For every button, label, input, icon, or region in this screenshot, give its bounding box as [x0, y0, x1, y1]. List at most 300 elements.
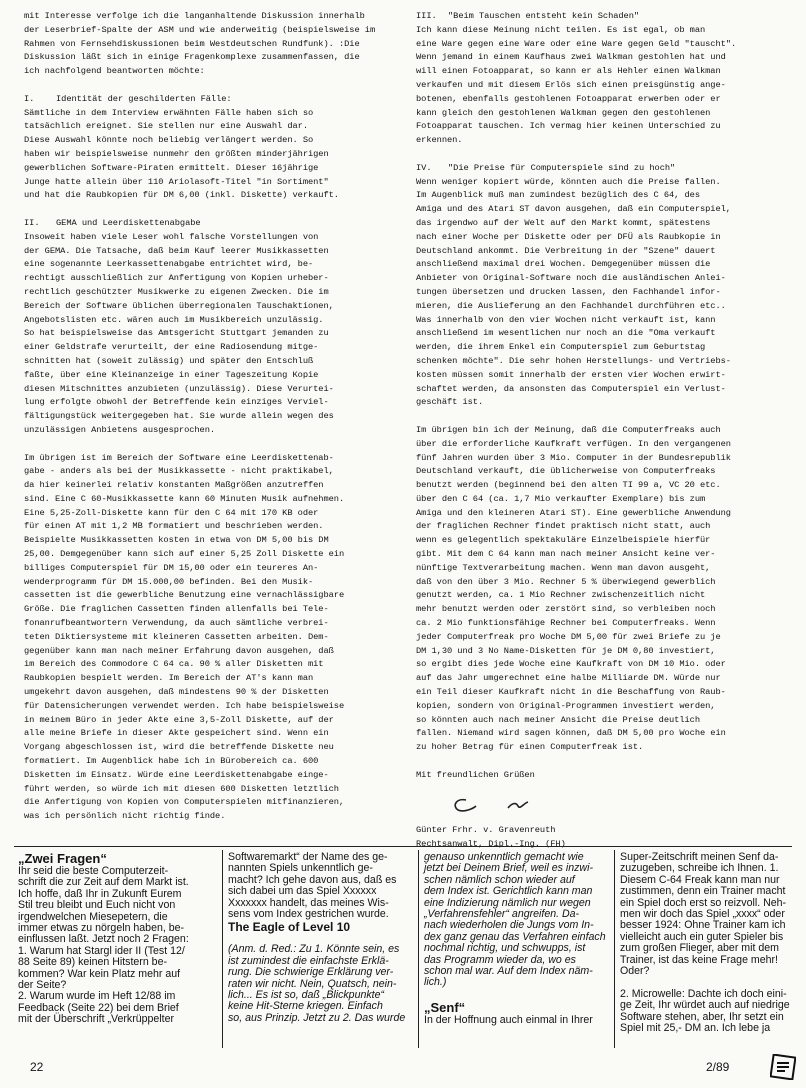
text-line: 88 Seite 89) keinen Hitstern be- [18, 956, 167, 969]
line-text: Raubkopien bespielt werden. Im Bereich der AT's kann man [24, 673, 314, 684]
letter-line [416, 134, 796, 148]
line-text: fonanrufbeantwortern Verwendung, da auch sämtliche verbrei- [24, 618, 329, 629]
line-text: "Die Preise für Computerspiele sind zu hoch" [448, 162, 676, 173]
text-line: ein Spiel doch erst so reizvoll. Neh- [620, 896, 787, 909]
letter-line [24, 810, 404, 824]
text-line: sich dabei um das Spiel Xxxxxx [228, 885, 377, 898]
line-text: 25,00. Demgegenüber kann sich auf einer 5,25 Zoll Diskette ein [24, 549, 345, 560]
line-text: rechtigt ausschließlich zur Anfertigung von Kopien urheber- [24, 273, 329, 284]
text-line: rung. Die schwierige Erklärung ver- [228, 966, 394, 979]
line-text: genutzt werden, ca. 1 Mio Rechner zwischenzeitlich nicht [416, 590, 706, 601]
letter-line [416, 189, 796, 203]
line-text: unzulässigen Anbietens ausgesprochen. [24, 424, 216, 435]
letter-line [416, 452, 796, 466]
letter-line [24, 520, 404, 534]
line-text: eine sogenannte Leerkassettenabgabe entrichtet wird, be- [24, 259, 314, 270]
line-text: DM 1,30 und 3 No Name-Disketten für je DM 0,80 investiert, [416, 645, 716, 656]
line-text: Diese Auswahl könnte noch beliebig verlängert werden. So [24, 135, 314, 146]
text-line: Ihr seid die beste Computerzeit- [18, 865, 169, 877]
letter-body [228, 852, 414, 920]
text-line: ge Zeit, Ihr würdet auch auf niedrige [620, 999, 790, 1012]
letter-line [416, 314, 796, 328]
letter-line [24, 217, 404, 231]
line-text: Was innerhalb von den vier Wochen nicht verkauft ist, kann [416, 314, 716, 325]
text-line: macht? Ich gehe davon aus, daß es [228, 873, 397, 886]
line-text: so könnten auch nach meiner Ansicht die Preise deutlich [416, 714, 700, 725]
line-text: Deutschland ankommt. Die Verbreitung in der "Szene" dauert [416, 245, 716, 256]
line-text: Amiga und den kleineren Atari ST). Eine gewerbliche Anwendung [416, 507, 731, 518]
line-text: schnitten hat (soweit zulässig) und später den Entschluß [24, 355, 314, 366]
letter-line [24, 796, 404, 810]
issue-number: 2/89 [706, 1060, 730, 1074]
line-text: kosten müssen somit innerhalb der ersten vier Wochen erwirt- [416, 369, 726, 380]
line-text: geschäft ist. [416, 397, 484, 408]
section-number: III. [416, 11, 437, 21]
line-text: Amiga und des Atari ST davon ausgehen, daß ein Computerspiel, [416, 204, 731, 215]
text-line: Xxxxxxx handelt, das meines Wis- [228, 896, 389, 909]
text-line: Diesem C-64 Freak kann man nur [620, 873, 780, 886]
letter-left-column [24, 10, 404, 824]
letter-line [416, 658, 796, 672]
text-line: Super-Zeitschrift meinen Senf da- [620, 851, 779, 863]
letter-line [416, 727, 796, 741]
letter-line [24, 479, 404, 493]
text-line: ist zumindest die einfachste Erklä- [228, 954, 389, 967]
letter-line [24, 120, 404, 134]
section-divider [14, 846, 792, 847]
letter-line [24, 272, 404, 286]
line-text: jeder Computerfreak pro Woche DM 5,00 für zwei Briefe zu je [416, 631, 721, 642]
letter-line [416, 203, 796, 217]
line-text: das irgendwo auf der Welt auf den Markt kommt, spätestens [416, 217, 711, 228]
text-line: mit der Überschrift „Verkrüppelter [18, 1013, 175, 1026]
line-text: Mit freundlichen Grüßen [416, 769, 535, 780]
line-text: ein Teil dieser Kaufkraft nicht in die Beschaffung von Raub- [416, 687, 726, 698]
text-line: so, aus Prinzip. Jetzt zu 2. Das wurde [228, 1011, 406, 1024]
line-text: benutzt werden (beginnend bei den alten TI 99 a, VC 20 etc. [416, 480, 721, 491]
letter-line [416, 686, 796, 700]
line-text: Anbieter von Original-Software noch die ausländischen Anlei- [416, 273, 726, 284]
letter-line [416, 217, 796, 231]
letter-line [416, 672, 796, 686]
line-text: Fotoapparat tauschen. Ich vermag hier keinen Unterschied zu [416, 121, 721, 132]
text-line: Feedback (Seite 22) bei dem Brief [18, 1001, 179, 1014]
letter-line [24, 314, 404, 328]
letter-line [416, 24, 796, 38]
text-line: keine Hit-Sterne kriegen. Einfach [228, 1000, 383, 1013]
letter-senf [424, 852, 610, 1026]
letter-line [24, 755, 404, 769]
line-text: verkaufen und mit diesem Erlös sich einen preisgünstig ange- [416, 79, 726, 90]
line-text: will einen Fotoapparat, so kann er als Hehler einen Walkman [416, 66, 721, 77]
letter-line [24, 438, 404, 452]
text-line: genauso unkenntlich gemacht wie [424, 851, 584, 863]
letter-senf-continued [620, 852, 792, 1035]
letter-line [24, 727, 404, 741]
letter-line [24, 203, 404, 217]
letter-line [416, 120, 796, 134]
line-text: Ich kann diese Meinung nicht teilen. Es ist egal, ob man [416, 24, 706, 35]
letter-line [416, 107, 796, 121]
letter-line [416, 562, 796, 576]
letter-line [24, 148, 404, 162]
letter-zwei-fragen [18, 852, 216, 1026]
letter-line [24, 562, 404, 576]
letter-line [416, 369, 796, 383]
line-text: tungen übersetzen und drucken lassen, den Fachhandel infor- [416, 286, 721, 297]
text-line: sens vom Index gestrichen wurde. [228, 908, 389, 921]
text-line: das Programm wieder da, wo es [424, 953, 576, 966]
text-line: schrift die zur Zeit auf dem Markt ist. [18, 876, 189, 889]
line-text: fünf Jahren wurden über 3 Mio. Computer in der Bundesrepublik [416, 452, 731, 463]
handwritten-signature [446, 794, 556, 816]
line-text: Angebotslisten etc. wären auch im Musikbereich unzulässig. [24, 314, 324, 325]
line-text: sind. Eine C 60-Musikkassette kann 60 Minuten Musik aufnehmen. [24, 493, 345, 504]
text-line: Software stehen, aber, Ihr setzt ein [620, 1010, 784, 1023]
line-text: kopien, sondern von Original-Programmen investiert werden, [416, 700, 716, 711]
letter-line [24, 507, 404, 521]
letter-line [24, 700, 404, 714]
letter-line [416, 438, 796, 452]
line-text: Bereich der Software üblichen überregionalen Tauschaktionen, [24, 300, 334, 311]
line-text: der GEMA. Die Tatsache, daß beim Kauf leerer Musikkassetten [24, 245, 329, 256]
line-text: Im übrigen bin ich der Meinung, daß die Computerfreaks auch [416, 424, 721, 435]
letter-line [24, 658, 404, 672]
line-text: mit Interesse verfolge ich die langanhaltende Diskussion innerhalb [24, 11, 365, 21]
line-text: alle meine Briefe in dieser Akte gespeichert sind. Wenn ein [24, 728, 329, 739]
letter-line [24, 603, 404, 617]
letter-line [24, 38, 404, 52]
line-text: eine Ware gegen eine Ware oder eine Ware gegen Geld "tauscht". [416, 38, 737, 49]
letter-line [24, 617, 404, 631]
line-text: daß von den über 3 Mio. Rechner 5 % überwiegend gewerblich [416, 576, 716, 587]
line-text: Im Augenblick muß man zumindest bezüglich des C 64, des [416, 190, 700, 201]
line-text: Beispielte Musikkassetten kosten in etwa von DM 5,00 bis DM [24, 535, 329, 546]
line-text: nach einer Woche per Diskette oder per DFÜ als Raubkopie in [416, 231, 721, 242]
letter-line [416, 272, 796, 286]
editor-note [228, 944, 414, 1024]
letter-line [416, 162, 796, 176]
letter-right-column [416, 10, 796, 852]
letter-line [416, 300, 796, 314]
letter-line [24, 162, 404, 176]
text-line: besser 1924: Ohne Trainer kam ich [620, 919, 786, 932]
text-line: Softwaremarkt“ der Name des ge- [228, 851, 388, 863]
column-rule [614, 850, 615, 1048]
line-text: Sämtliche in dem Interview erwähnten Fälle haben sich so [24, 107, 314, 118]
line-text: rechtlich geschützter Musikwerke zu eigenen Zwecken. Die im [24, 286, 329, 297]
line-text: kann gleich den gestohlenen Walkman gegen den gestohlenen [416, 107, 711, 118]
letter-line [24, 424, 404, 438]
letter-line [416, 589, 796, 603]
letter-line [416, 176, 796, 190]
letter-line [24, 327, 404, 341]
line-text: anschließend maximal drei Wochen. Demgegenüber müssen die [416, 259, 711, 270]
letter-line [24, 341, 404, 355]
letter-line [416, 396, 796, 410]
letter-line [24, 589, 404, 603]
line-text: fältigungstück weitergegeben hat. Sie wurde allein wegen des [24, 411, 334, 422]
line-text: der Leserbrief-Spalte der ASM und wie anderweitig (beispielsweise im [24, 24, 376, 35]
letter-line [416, 79, 796, 93]
text-line: nochmal richtig, und schwupps, ist [424, 942, 586, 955]
line-text: so ergibt dies jede Woche eine Kaufkraft von DM 10 Mio. oder [416, 659, 726, 670]
text-line: In der Hoffnung auch einmal in Ihrer [424, 1013, 593, 1026]
text-line: der Seite? [18, 979, 67, 992]
line-text: Identität der geschilderten Fälle: [56, 93, 232, 104]
letter-line [24, 93, 404, 107]
letter-line [416, 424, 796, 438]
letter-line [24, 286, 404, 300]
headline: „Zwei Fragen“ [18, 851, 107, 866]
line-text: Insoweit haben viele Leser wohl falsche Vorstellungen von [24, 231, 319, 242]
letter-line [24, 231, 404, 245]
letter-line [416, 493, 796, 507]
line-text: Im übrigen ist im Bereich der Software eine Leerdiskettenab- [24, 452, 334, 463]
line-text: werden, die ihrem Enkel ein Computerspiel zum Geburtstag [416, 342, 706, 353]
line-text: über den C 64 (ca. 1,7 Mio verkaufter Exemplare) bis zum [416, 493, 706, 504]
line-text: Wenn weniger kopiert würde, könnten auch die Preise fallen. [416, 176, 721, 187]
column-rule [418, 850, 419, 1048]
line-text: in meinem Büro in jeder Akte eine 3,5-Zoll Diskette, auf der [24, 714, 334, 725]
text-line: Stil treu bleibt und Euch nicht von [18, 899, 176, 912]
line-text: im Bereich des Commodore C 64 ca. 90 % aller Disketten mit [24, 659, 324, 670]
line-text: Junge hatte allein über 110 Ariolasoft-Titel "in Sortiment" [24, 176, 329, 187]
line-text: Rahmen von Fernsehdiskussionen beim Westdeutschen Rundfunk). :Die [24, 38, 360, 49]
letter-line [416, 38, 796, 52]
line-text: cassetten ist die gewerbliche Benutzung eine vernachlässigbare [24, 590, 345, 601]
text-line: schon mal war. Auf dem Index näm- [424, 965, 593, 978]
letter-line [24, 493, 404, 507]
text-line: Ich hoffe, daß Ihr in Zukunft Eurem [18, 887, 182, 900]
line-text: Günter Frhr. v. Gravenreuth [416, 825, 556, 836]
text-line: zustimmen, denn ein Trainer macht [620, 885, 786, 898]
letter-line [24, 548, 404, 562]
section-number: I. [24, 93, 35, 104]
letter-line [24, 452, 404, 466]
text-line: eine Indizierung nämlich nur wegen [424, 896, 591, 909]
line-text: mehr benutzt werden oder zerstört sind, so verbleiben noch [416, 604, 716, 615]
line-text: ich nachfolgend beantworten möchte: [24, 66, 205, 77]
line-text: ca. 2 Mio funktionsfähige Rechner bei Computerfreaks. Wenn [416, 618, 716, 629]
letter-line [24, 65, 404, 79]
letter-line [24, 741, 404, 755]
letter-line [24, 534, 404, 548]
letter-line [24, 672, 404, 686]
line-text: Größe. Die fraglichen Cassetten finden allenfalls bei Tele- [24, 604, 329, 615]
line-text: teten Diktiersysteme mit kleineren Cassetten arbeiten. Dem- [24, 631, 329, 642]
line-text: der fraglichen Rechner findet praktisch nicht statt, auch [416, 521, 711, 532]
letter-line [24, 176, 404, 190]
text-line: Oder? [620, 965, 650, 978]
text-line: zuzugeben, schreibe ich Ihnen. 1. [620, 862, 779, 875]
letter-line [416, 769, 796, 783]
letter-zwei-fragen-continued [228, 852, 414, 1024]
magazine-logo-icon [770, 1054, 796, 1080]
letter-line [24, 134, 404, 148]
line-text: was ich persönlich nicht richtig finde. [24, 811, 226, 822]
letter-line [24, 631, 404, 645]
letter-line [416, 327, 796, 341]
letter-line [416, 148, 796, 162]
line-text: zu hoher Betrag für einen Computerfreak ist. [416, 742, 644, 753]
line-text: die Anfertigung von Kopien von Computerspielen mitfinanzieren, [24, 797, 345, 808]
letter-line [416, 534, 796, 548]
letter-body [424, 1015, 610, 1026]
letter-line [416, 465, 796, 479]
line-text: faßte, über eine Kleinanzeige in einer Tageszeitung Kopie [24, 369, 319, 380]
text-line: Trainer, ist das keine Frage mehr! [620, 953, 778, 966]
line-text: Wenn jemand in einem Kaufhaus zwei Walkman gestohlen hat und [416, 52, 726, 63]
letter-line [24, 369, 404, 383]
line-text: gabe - anders als bei der Musikkassette - nicht praktikabel, [24, 466, 334, 477]
line-text: gewerblichen Software-Piraten ermittelt. Dieser 16jährige [24, 162, 319, 173]
letter-line [416, 65, 796, 79]
letter-line [416, 10, 796, 24]
letter-line [416, 548, 796, 562]
letter-line [24, 383, 404, 397]
line-text: erkennen. [416, 135, 463, 146]
letter-line [416, 645, 796, 659]
line-text: anschließend im wesentlichen nur noch an die "Oma verkauft [416, 328, 716, 339]
line-text: Rechtsanwalt, Dipl.-Ing. (FH) [416, 838, 566, 849]
letter-body [620, 852, 792, 1035]
line-text: billiges Computerspiel für DM 15,00 oder ein teureres An- [24, 562, 319, 573]
column-rule [222, 850, 223, 1048]
letter-body [18, 866, 216, 1026]
line-text: nünftige Textverarbeitung machen. Wenn man davon ausgeht, [416, 562, 711, 573]
letter-line [24, 396, 404, 410]
letter-line [416, 576, 796, 590]
letter-line [24, 24, 404, 38]
text-line: vielleicht auch ein guter Spieler bis [620, 930, 784, 943]
section-number: IV. [416, 162, 432, 173]
line-text: auf das Jahr umgerechnet eine halbe Milliarde DM. Würde nur [416, 673, 721, 684]
letter-line [416, 755, 796, 769]
line-text: formatiert. Im Augenblick habe ich in Bürobereich ca. 600 [24, 756, 319, 767]
letter-line [24, 355, 404, 369]
letter-line [24, 245, 404, 259]
page-number: 22 [30, 1060, 44, 1074]
letter-line [416, 714, 796, 728]
letter-line [24, 300, 404, 314]
line-text: und hat die Raubkopien für DM 6,00 (inkl. Diskette) verkauft. [24, 190, 339, 201]
letter-line [416, 824, 796, 838]
letter-line [416, 631, 796, 645]
text-line: immer etwas zu nörgeln haben, be- [18, 922, 185, 935]
text-line: 2. Microwelle: Dachte ich doch eini- [620, 987, 787, 1000]
line-text: Eine 5,25-Zoll-Diskette kann für den C 64 mit 170 KB oder [24, 507, 319, 518]
line-text: Disketten im Einsatz. Würde eine Leerdiskettenabgabe einge- [24, 769, 329, 780]
letter-line [416, 231, 796, 245]
text-line: zum großen Flieger, aber mit dem [620, 942, 779, 955]
line-text: wenderprogramm für DM 15.000,00 befinden. Bei den Musik- [24, 576, 314, 587]
letter-line [416, 258, 796, 272]
letter-line [24, 783, 404, 797]
line-text: "Beim Tauschen entsteht kein Schaden" [448, 11, 640, 21]
letter-line [416, 617, 796, 631]
letter-line [416, 520, 796, 534]
letter-line [416, 741, 796, 755]
line-text: gibt. Mit dem C 64 kann man nach meiner Ansicht keine ver- [416, 549, 716, 560]
text-line: einflussen laßt. Jetzt noch 2 Fragen: [18, 933, 189, 946]
letter-line [24, 258, 404, 272]
letter-line [416, 507, 796, 521]
letter-line [24, 645, 404, 659]
text-line: „Verfahrensfehler“ angreifen. Da- [424, 908, 580, 921]
letter-line [24, 189, 404, 203]
line-text: für Datensicherungen verwendet werden. Ich habe beispielsweise [24, 700, 345, 711]
text-line: nach wiederholen die Jungs vom In- [424, 919, 594, 932]
letter-line [24, 686, 404, 700]
line-text: schaftet werden, da ansonsten das Computerspiel ein Verlust- [416, 383, 726, 394]
line-text: So hat beispielsweise das Amtsgericht Stuttgart jemanden zu [24, 328, 329, 339]
letter-line [416, 603, 796, 617]
text-line: irgendwelchen Miesepetern, die [18, 910, 168, 923]
text-line: lich.) [424, 976, 447, 989]
letter-line [416, 383, 796, 397]
letter-line [416, 51, 796, 65]
letter-line [24, 79, 404, 93]
text-line: dem Index ist. Gerichtlich kann man [424, 885, 593, 898]
letter-line [24, 576, 404, 590]
letter-line [416, 410, 796, 424]
line-text: lung erfolgte obwohl der Betreffende kein einziges Verviel- [24, 397, 329, 408]
line-text: wenn es gelegentlich spektakuläre Einzelbeispiele hierfür [416, 535, 711, 546]
line-text: einer Geldstrafe verurteilt, der eine Radiosendung mitge- [24, 342, 319, 353]
line-text: umgekehrt davon ausgehen, daß mindestens 90 % der Disketten [24, 687, 329, 698]
letter-line [416, 286, 796, 300]
text-line: 2. Warum wurde im Heft 12/88 im [18, 990, 176, 1003]
line-text: da hier keinerlei relativ konstanten Maßgrößen anzutreffen [24, 480, 324, 491]
text-line: dex ganz genau das Verfahren einfach [424, 930, 606, 943]
letter-line [416, 341, 796, 355]
line-text: fallen. Niemand wird sagen können, daß DM 5,00 pro Woche ein [416, 728, 726, 739]
letter-line [416, 700, 796, 714]
text-line: raten wir nicht. Nein, Quatsch, nein- [228, 977, 397, 990]
line-text: botenen, ebenfalls gestohlenen Fotoapparat erwerben oder er [416, 93, 721, 104]
text-line: men wir doch das Spiel „xxxx“ oder [620, 908, 785, 921]
letter-line [24, 769, 404, 783]
text-line: Spiel mit 25,- DM an. Ich lebe ja [620, 1022, 771, 1035]
letter-line [24, 465, 404, 479]
letter-line [24, 51, 404, 65]
line-text: diesen Mitschnittes anzubieten (unzulässig). Diese Verurtei- [24, 383, 334, 394]
line-text: gegenüber kann man nach meiner Erfahrung davon ausgehen, daß [24, 645, 334, 656]
line-text: tatsächlich ereignet. Sie stellen nur eine Auswahl dar. [24, 121, 308, 132]
text-line: kommen? War kein Platz mehr auf [18, 967, 181, 980]
text-line: schen nämlich schon wieder auf [424, 873, 575, 886]
line-text: über die erforderliche Kaufkraft verfügen. In den vergangenen [416, 438, 731, 449]
letter-line [24, 107, 404, 121]
letter-line [24, 410, 404, 424]
letter-line [416, 245, 796, 259]
letter-line [416, 93, 796, 107]
letter-signature: The Eagle of Level 10 [228, 920, 351, 935]
letter-line [416, 355, 796, 369]
letter-line [416, 838, 796, 852]
text-line: nannten Spiels unkenntlich ge- [228, 862, 373, 875]
letter-line [24, 10, 404, 24]
line-text: haben wir beispielsweise nunmehr den größten minderjährigen [24, 148, 329, 159]
line-text: Diskussion läßt sich in einige Fragenkomplexe zusammenfassen, die [24, 52, 360, 63]
line-text: GEMA und Leerdiskettenabgabe [56, 217, 201, 228]
line-text: mieren, die Auslieferung an den Fachhandel durchführen etc.. [416, 300, 726, 311]
text-line: lich... Es ist so, daß „Blickpunkte“ [228, 989, 385, 1002]
line-text: führt werden, so würde ich mit diesen 600 Disketten letztlich [24, 783, 339, 794]
text-line: (Anm. d. Red.: Zu 1. Könnte sein, es [228, 943, 400, 956]
headline: „Senf“ [424, 999, 466, 1015]
